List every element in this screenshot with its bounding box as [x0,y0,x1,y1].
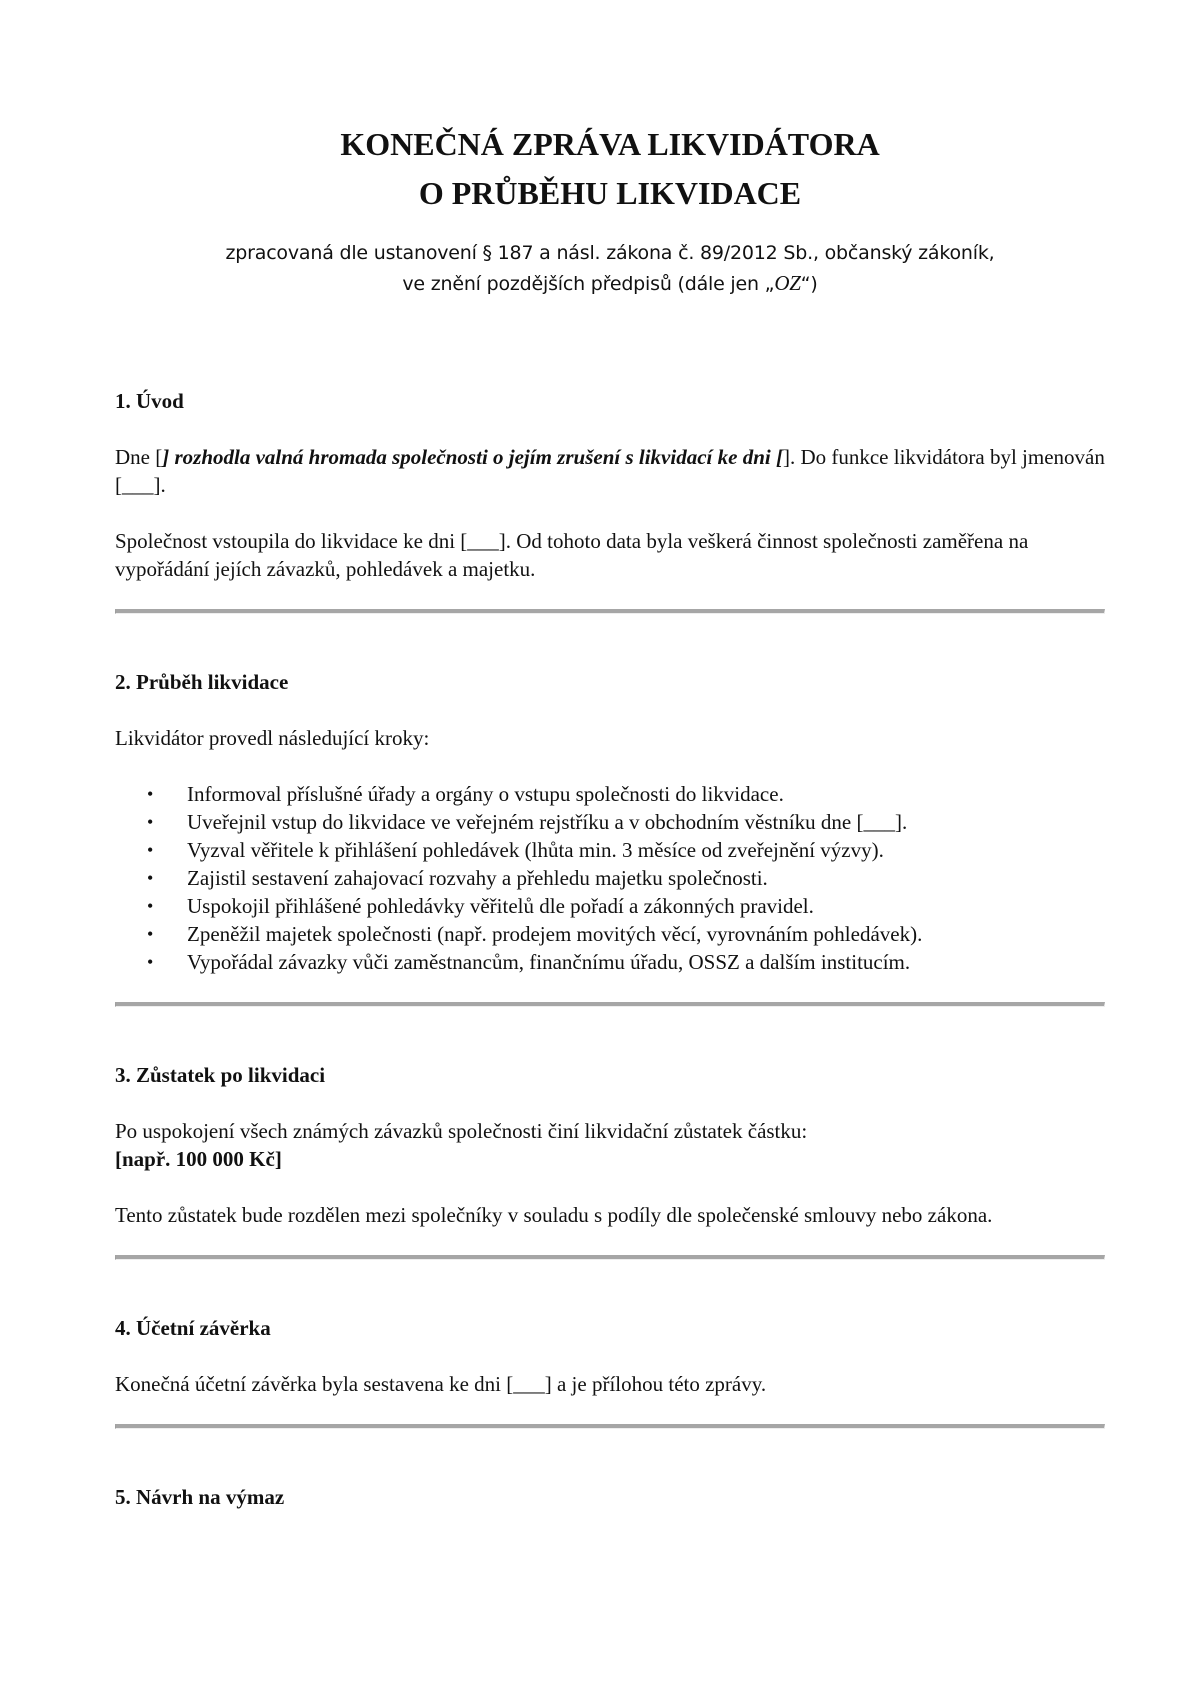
balance-paragraph-1 [115,1117,1105,1173]
bullet-icon: • [147,812,154,832]
section-divider [115,1002,1105,1007]
list-item [147,920,1105,948]
bullet-icon: • [147,784,154,804]
section-heading-accounts: 4. Účetní závěrka [115,1316,271,1340]
balance-paragraph-2: Tento zůstatek bude rozdělen mezi společníky v souladu s podíly dle společenské smlouvy nebo zákona. [115,1203,993,1227]
bullet-icon: • [147,868,154,888]
list-item-text: Uveřejnil vstup do likvidace ve veřejném rejstříku a v obchodním věstníku dne [___]. [187,810,908,834]
intro-paragraph-1 [115,443,1105,499]
subtitle-abbreviation: OZ [774,271,801,295]
progress-intro: Likvidátor provedl následující kroky: [115,726,430,750]
intro-paragraph-2: Společnost vstoupila do likvidace ke dni [___]. Od tohoto data byla veškerá činnost společnosti zaměřena na vypořádání jejích závazků, pohledávek a majetku. [115,529,1029,581]
list-item-text: Vypořádal závazky vůči zaměstnancům, finančnímu úřadu, OSSZ a dalším institucím. [187,950,911,974]
subtitle-line-2-pre: ve znění pozdějších předpisů (dále jen „ [402,273,775,295]
bullet-icon: • [147,896,154,916]
title-line-1: KONEČNÁ ZPRÁVA LIKVIDÁTORA [340,126,880,162]
document-title [115,120,1105,218]
list-item [147,780,1105,808]
bullet-icon: • [147,840,154,860]
section-heading-progress: 2. Průběh likvidace [115,670,289,694]
bullet-icon: • [147,924,154,944]
bullet-icon: • [147,952,154,972]
balance-amount: [např. 100 000 Kč] [115,1147,282,1171]
list-item [147,808,1105,836]
section-divider [115,1424,1105,1429]
intro-p1-emphasis: ] rozhodla valná hromada společnosti o jejím zrušení s likvidací ke dni [ [162,445,783,469]
section-heading-intro: 1. Úvod [115,389,184,413]
list-item-text: Vyzval věřitele k přihlášení pohledávek (lhůta min. 3 měsíce od zveřejnění výzvy). [187,838,884,862]
intro-p1-post: ]. Do funkce likvidátora byl jmenován [___]. [115,445,1105,497]
list-item-text: Zajistil sestavení zahajovací rozvahy a přehledu majetku společnosti. [187,866,768,890]
balance-p1-text: Po uspokojení všech známých závazků společnosti činí likvidační zůstatek částku: [115,1119,808,1143]
list-item [147,836,1105,864]
section-heading-balance: 3. Zůstatek po likvidaci [115,1063,326,1087]
subtitle-line-1: zpracovaná dle ustanovení § 187 a násl. zákona č. 89/2012 Sb., občanský zákoník, [225,242,995,264]
section-heading-deletion: 5. Návrh na výmaz [115,1485,285,1509]
list-item-text: Informoval příslušné úřady a orgány o vstupu společnosti do likvidace. [187,782,784,806]
document-subtitle [115,238,1105,299]
document-content [115,120,1105,1511]
subtitle-line-2-post: “) [800,273,818,295]
intro-p1-pre: Dne [ [115,445,163,469]
section-divider [115,1255,1105,1260]
section-divider [115,609,1105,614]
list-item [147,864,1105,892]
list-item [147,892,1105,920]
steps-list [115,780,1105,976]
list-item [147,948,1105,976]
list-item-text: Uspokojil přihlášené pohledávky věřitelů dle pořadí a zákonných pravidel. [187,894,814,918]
list-item-text: Zpeněžil majetek společnosti (např. prodejem movitých věcí, vyrovnáním pohledávek). [187,922,923,946]
title-line-2: O PRŮBĚHU LIKVIDACE [418,175,802,211]
accounts-paragraph: Konečná účetní závěrka byla sestavena ke dni [___] a je přílohou této zprávy. [115,1372,767,1396]
